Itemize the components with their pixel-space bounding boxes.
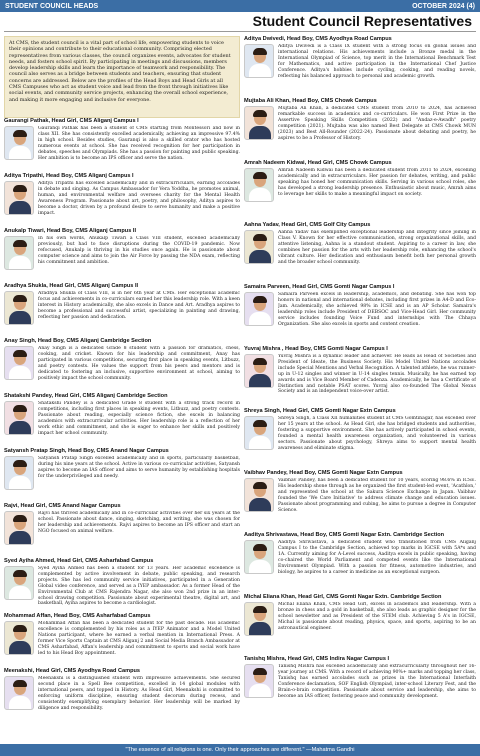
- profile-photo: [244, 168, 274, 202]
- profile-text: Aditya Dwivedi is a Class IX student with a strong focus on global issues and international relations. His achievements include a Bronze medal in the International Olympiad of Science, top merit in the International Benchmark Test for Mathematics, and active participation in the International Chef Justice Conference. Aditya's hobbies include cycling, cooking, and reading novels, reflecting his balanced approach to personal and academic growth.: [278, 44, 476, 79]
- profile-entry: [4, 503, 240, 558]
- profile-name: Mohammad Affan, Head Boy, CMS Asharfabad Campus: [4, 613, 151, 619]
- profile-photo: [4, 401, 34, 435]
- profile-photo: [4, 456, 34, 490]
- profile-name: Samaira Parveen, Head Girl, CMS Gomti Nagar Campus I: [244, 284, 395, 290]
- right-entry-list: [244, 36, 476, 718]
- profile-name: Gaurangi Pathak, Head Girl, CMS Aliganj Campus I: [4, 118, 139, 124]
- profile-entry: [244, 470, 476, 532]
- profile-body: [244, 416, 476, 469]
- profile-entry: [4, 118, 240, 173]
- left-column: [4, 36, 240, 726]
- profile-body: [244, 292, 476, 345]
- profile-text: Shreya Singh, a Class XII humanities student at CMS Gomtinagar, has excelled over her 15 years at the school. As Head Girl, she has bridged students and authorities, fostering a supportive environment. She has actively participated in school events, founded a mental health awareness organization, and volunteered in various sectors. Passionate about psychology, Shreya aims to support mental health awareness and eliminate stigma.: [278, 416, 476, 451]
- profile-photo: [244, 230, 274, 264]
- profile-photo: [244, 664, 274, 698]
- profile-body: [4, 511, 240, 557]
- profile-entry: [4, 448, 240, 503]
- profile-text: Yuvraj Mishra is a dynamic leader and achiever. He leads as Head of Societies and President of Ideate, the Business Society. His Model United Nations accolades include Special Mentions and Verbal Recognition. A talented athlete, he was runner-up in U-12 singles and winner in U-14 singles tennis. Musically, he has earned top awards and is Vice Board Member of Cadenza. Academically, he has a Certificate of Distinction and notable PSAT scores. Yuvraj also co-founded The Global Nexus Society and is an independent voice-over artist.: [278, 354, 476, 395]
- profile-photo: [4, 291, 34, 325]
- profile-body: [4, 456, 240, 502]
- profile-photo: [244, 44, 274, 78]
- profile-photo: [244, 602, 274, 636]
- profile-photo: [244, 416, 274, 450]
- profile-photo: [244, 540, 274, 574]
- profile-body: [4, 291, 240, 337]
- profile-entry: [244, 408, 476, 470]
- profile-body: [4, 181, 240, 227]
- profile-name: Rajvi, Head Girl, CMS Anand Nagar Campus: [4, 503, 121, 509]
- profile-text: Samaira Parveen excels in leadership, academics, and debating. She has won top honors in national and international debates, including first prizes in A4-D and Eco-Jam. Academically, she achieved 98% in ICSE and is an AP Scholar. Samaira's leadership roles include President of DEBSOC and Vice-Head Girl. Her community service includes founding Voice Fund and internships with The Chhaya Organization. She also excels in sports and content creation.: [278, 292, 476, 327]
- profile-body: [4, 566, 240, 612]
- profile-name: Mujtaba Ali Khan, Head Boy, CMS Chowk Campus: [244, 98, 377, 104]
- profile-text: Meenakshi is a distinguished student with impressive achievements. She secured second place in a Spell Bee competition, excelled in 14 global modules with international peers, and topped in History. As Head Girl, Meenakshi is committed to enforcing uniform discipline, ensuring student decorum during recess, and consistently exemplifying exemplary behavior. Her leadership will be marked by diligence and responsibility.: [38, 676, 240, 711]
- profile-body: [244, 664, 476, 717]
- title-divider: [4, 31, 476, 32]
- profile-name: Amrah Nadeem Kidwai, Head Girl, CMS Chowk Campus: [244, 160, 392, 166]
- profile-name: Michal Eliana Khan, Head Girl, CMS Gomti Nagar Extn. Cambridge Section: [244, 594, 442, 600]
- profile-name: Shatakshi Pandey, Head Girl, CMS Aliganj Cambridge Section: [4, 393, 168, 399]
- profile-text: Tanishq Mishra has excelled academically and extracurricularly throughout her 16-year journey at CMS. With a record of achieving 90%+ marks and topping her class, Tanishq has earned accolades such as prizes in the International Interfaith Conference declamation, SOF English Olympiad, inter-school Literary Fest, and the Brain-o-brain competition. Passionate about service and leadership, she aims to become an IAS officer, fostering peace and community development.: [278, 664, 476, 699]
- profile-body: [244, 540, 476, 593]
- profile-entry: [4, 283, 240, 338]
- profile-body: [244, 106, 476, 159]
- profile-name: Aahna Yadav, Head Girl, CMS Golf City Campus: [244, 222, 371, 228]
- profile-entry: [244, 656, 476, 718]
- profile-text: Satyansh Pratap Singh excelled academically and in sports, particularly basketball, during his nine years at the school. Active in various co-curricular activities, Satyansh aspires to become an IAS officer and aims to serve humanity by establishing hospitals for the underprivileged and needy.: [38, 456, 240, 479]
- profile-name: Satyansh Pratap Singh, Head Boy, CMS Anand Nagar Campus: [4, 448, 169, 454]
- profile-text: Rajvi has thrived academically and in co-curricular activities over her six years at the school. Passionate about dance, singing, sketching, and writing, she was chosen for her leadership and achievements. Rajvi aspires to become an IPS officer and start an NGO focused on animal welfare.: [38, 511, 240, 534]
- profile-name: Meenakshi, Head Girl, CMS Ayodhya Road Campus: [4, 668, 141, 674]
- profile-entry: [4, 228, 240, 283]
- profile-name: Aditya Dwivedi, Head Boy, CMS Ayodhya Road Campus: [244, 36, 392, 42]
- page-title: Student Council Representatives: [252, 13, 472, 29]
- profile-photo: [244, 354, 274, 388]
- profile-text: Syed Ayiha Ahmed has been a student for 13 years. Her academic excellence is complemented by active involvement in debate, public speaking, and research projects. She has led community service initiatives, participated in a Generation Global video conference, and served as a IYEP ambassador. As a former Head of the Environmental Club at CMS Rajendra Nagar, she also won 2nd prize in an inter-school drawing competition. Passionate about experimental theatre, digital art, and basketball, Ayiha aspires to become a cardiologist.: [38, 566, 240, 607]
- profile-entry: [4, 393, 240, 448]
- profile-text: Anay Singh is a dedicated Grade 8 student with a passion for dramatics, chess, cooking, and cricket. Known for his leadership and commitment, Anay has participated in various competitions, securing first place in speaking events, Litbuzz, and poetry contests. He values the support from his peers and mentors and is dedicated to fostering an inclusive, supportive environment at school, aiming to positively impact the school community.: [38, 346, 240, 381]
- profile-photo: [4, 126, 34, 160]
- profile-entry: [244, 222, 476, 284]
- profile-body: [4, 346, 240, 392]
- profile-entry: [244, 532, 476, 594]
- profile-photo: [244, 478, 274, 512]
- header-issue-date: OCTOBER 2024 (4): [412, 2, 475, 10]
- profile-photo: [4, 676, 34, 710]
- profile-photo: [244, 292, 274, 326]
- profile-photo: [4, 511, 34, 545]
- left-entry-list: [4, 118, 240, 723]
- profile-body: [244, 478, 476, 531]
- profile-body: [4, 621, 240, 667]
- profile-text: Aradhya Shukla of Class VIII, is in her 6th year at CMS. Her exceptional academic focus and achievements in co-curriculars earned her this leadership role. With a keen interest in History academically, she also excels in Dance and Art. Aradhya aspires to become a professional and successful artist, specializing in painting and drawing, reflecting her passion and dedication.: [38, 291, 240, 320]
- profile-body: [4, 236, 240, 282]
- profile-text: Gauranqi Pathak has been a student of CMS starting from Montessori and now in class XII. She has consistently excelled academically, achieving an impressive 97.4% in high school. Besides studies, Gauranqi is also a skilled orator who has hosted numerous events at school. She has received recognition for her participation in debates, speeches and Olympiads. She has a passion for painting and public speaking. Her ambition is to become an IPS officer and serve the nation.: [38, 126, 240, 161]
- profile-name: Yuvraj Mishra , Head Boy, CMS Gomti Nagar Campus I: [244, 346, 388, 352]
- header-bar: [0, 0, 480, 12]
- profile-entry: [4, 613, 240, 668]
- profile-body: [4, 676, 240, 722]
- profile-name: Syed Ayiha Ahmed, Head Girl, CMS Asharfabad Campus: [4, 558, 154, 564]
- profile-entry: [4, 668, 240, 723]
- profile-name: Shreya Singh, Head Girl, CMS Gomti Nagar Extn Campus: [244, 408, 396, 414]
- profile-entry: [4, 558, 240, 613]
- profile-photo: [4, 621, 34, 655]
- profile-body: [244, 602, 476, 655]
- profile-entry: [244, 594, 476, 656]
- header-section-title: STUDENT COUNCIL HEADS: [5, 2, 99, 10]
- profile-text: Aaditya Shrivastava, a dedicated student who transitioned from CMS Aliganj Campus I to the Cambridge Section, achieved top marks in IGCSE with 5A*s and 1A. Currently aiming for A-Level success, Aaditya excels in public speaking, having co-chaired the World Parliament and competed events like the International Environment Olympiad. With a passion for fitness, automotive industries, and biology, he aspires to a career in medicine as an exceptional surgeon.: [278, 540, 476, 575]
- profile-text: Aditya Tripathi has excelled academically and in extracurriculars, earning accolades in debate and singing. As Campus Ambassador for Vera Yoddha, he promotes animal, human, and environmental welfare and oversees charity for the Mental Health Awareness Program. Passionate about art, poetry, and philosophy, Aditya aspires to become a doctor, driven by a profound desire to serve humanity and make a positive impact.: [38, 181, 240, 216]
- profile-entry: [4, 338, 240, 393]
- profile-body: [4, 126, 240, 172]
- profile-text: Shatakshi Pandey is a dedicated Grade 8 student with a strong track record in competitions, including first places in speaking events, Litbuzz, and poetry contests. Passionate about reading, especially science fiction, she excels in balancing academics with extracurricular activities. Her leadership role is a reflection of her work ethic and commitment, and she is eager to enhance her skills and positively impact her school community.: [38, 401, 240, 436]
- profile-photo: [4, 236, 34, 270]
- profile-body: [4, 401, 240, 447]
- profile-entry: [244, 98, 476, 160]
- intro-paragraph: At CMS, the student council is a vital part of school life, empowering students to voice their opinions and contribute to their educational community. Comprising elected representatives from various classes, the council organizes events, advocates for student needs, and fosters school spirit. By participating in meetings and discussions, members develop leadership skills and learn the importance of teamwork and responsibility. The council also serves as a bridge between students and teachers, ensuring that student concerns are addressed. Below are the profiles of the Head Boys and Head Girls at all CMS Campuses who act as student voice and lead from the front through initiatives like social events, and community service projects, enhancing the overall school experience, and making it more engaging and inclusive for everyone.: [4, 36, 240, 118]
- profile-text: Mohammad Affan has been a dedicated student for the past decade. His academic excellence is complemented by his roles as a IYEP Animator and a Model United Nations participant, where he earned a verbal mention in International Press. A former Vice Sports Captain at CMS Aliganj 2 and Social Media Branch Ambassador at CMS Asharfabad, Affan's leadership and commitment to sports and social work have led to his Head Boy appointment.: [38, 621, 240, 656]
- profile-photo: [4, 346, 34, 380]
- profile-name: Anay Singh, Head Boy, CMS Aliganj Cambridge Section: [4, 338, 152, 344]
- profile-photo: [244, 106, 274, 140]
- profile-entry: [244, 346, 476, 408]
- profile-entry: [244, 160, 476, 222]
- footer-quote: "The essence of all religions is one. Only their approaches are different." —Mahatma Gandhi: [0, 744, 480, 756]
- profile-body: [244, 230, 476, 283]
- profile-photo: [4, 566, 34, 600]
- profile-name: Aaditya Shrivastava, Head Boy, CMS Gomti Nagar Extn. Cambridge Section: [244, 532, 445, 538]
- profile-entry: [4, 173, 240, 228]
- profile-name: Tanishq Mishra, Head Girl, CMS Indira Nagar Campus I: [244, 656, 390, 662]
- profile-name: Aditya Tripathi, Head Boy, CMS Aliganj Campus I: [4, 173, 134, 179]
- profile-text: Vaibhav Pandey, has been a dedicated student for 10 years, scoring 98.6% in ICSE. His leadership shone through as he organized the first student-led event, 'Acathlon,' and represented the school at the Sakura Science Exchange in Japan. Vaibhav founded the 'We Care Initiative' to address climate change and education issues. Passionate about programming and cubing, he aims to pursue a degree in Computer Science.: [278, 478, 476, 513]
- profile-body: [244, 44, 476, 97]
- profile-name: Vaibhav Pandey, Head Boy, CMS Gomti Nagar Extn Campus: [244, 470, 403, 476]
- profile-body: [244, 354, 476, 407]
- profile-text: Michal Eliana Khan, CMS Head Girl, excels in academics and leadership. With a bronze in chess and a gold in basketball, she also leads as graphic designer for the school newsletter and as President of the STEM club. Achieving 5 A's in IGCSE, Michal is passionate about reading, physics, space, and sports, aspiring to be an astronautical engineer.: [278, 602, 476, 631]
- profile-text: Amrah Nadeem Kidwai has been a dedicated student from 2011 to 2024, excelling academically and in extracurriculars. Her passion for debates, writing, and public speaking has honed her communication skills. Serving in various school roles, she has developed a strong leadership presence. Enthusiastic about music, Amrah aims to leverage her skills to make a meaningful impact on society.: [278, 168, 476, 197]
- profile-text: Aahna Yadav has exemplified exceptional leadership and integrity since joining in Class V. Known for her effective communication, strong organizational skills, and attentive listening, Aahna is a standout student. Aspiring to a career in law, she combines her passion for the arts with her leadership role, enhancing the school's vibrant culture. Her dedication and enthusiasm benefit both her personal growth and the broader school community.: [278, 230, 476, 265]
- profile-body: [244, 168, 476, 221]
- profile-text: Mujtaba Ali Khan, a dedicated CMS student from 2010 to 2024, has achieved remarkable success in academics and co-curriculars. He won First Prize in the Assertive Speaking Skills Competition (2022) and "Andaz-e-Awadh" poetry competition (2021). Mujtaba was also named Best Delegate at CMS Chowk MUN (2023) and Best All-Rounder (2022-24). Passionate about debating and poetry, he aspires to be a Professor of History.: [278, 106, 476, 141]
- profile-entry: [244, 284, 476, 346]
- profile-name: Aradhya Shukla, Head Girl, CMS Aliganj Campus II: [4, 283, 139, 289]
- profile-entry: [244, 36, 476, 98]
- right-column: [244, 36, 476, 726]
- profile-name: Anukalp Tiwari, Head Boy, CMS Aliganj Campus II: [4, 228, 136, 234]
- profile-text: In his own words, Anukalp Tiwari a Class VIII student, excelled academically previously, but had to face disruptions during the COVID-19 pandemic. Now refocused, Anukalp is thriving in his studies once again. He is passionate about computer science and aims to join the Air Force by passing the NDA exam, reflecting his commitment and ambition.: [38, 236, 240, 265]
- profile-photo: [4, 181, 34, 215]
